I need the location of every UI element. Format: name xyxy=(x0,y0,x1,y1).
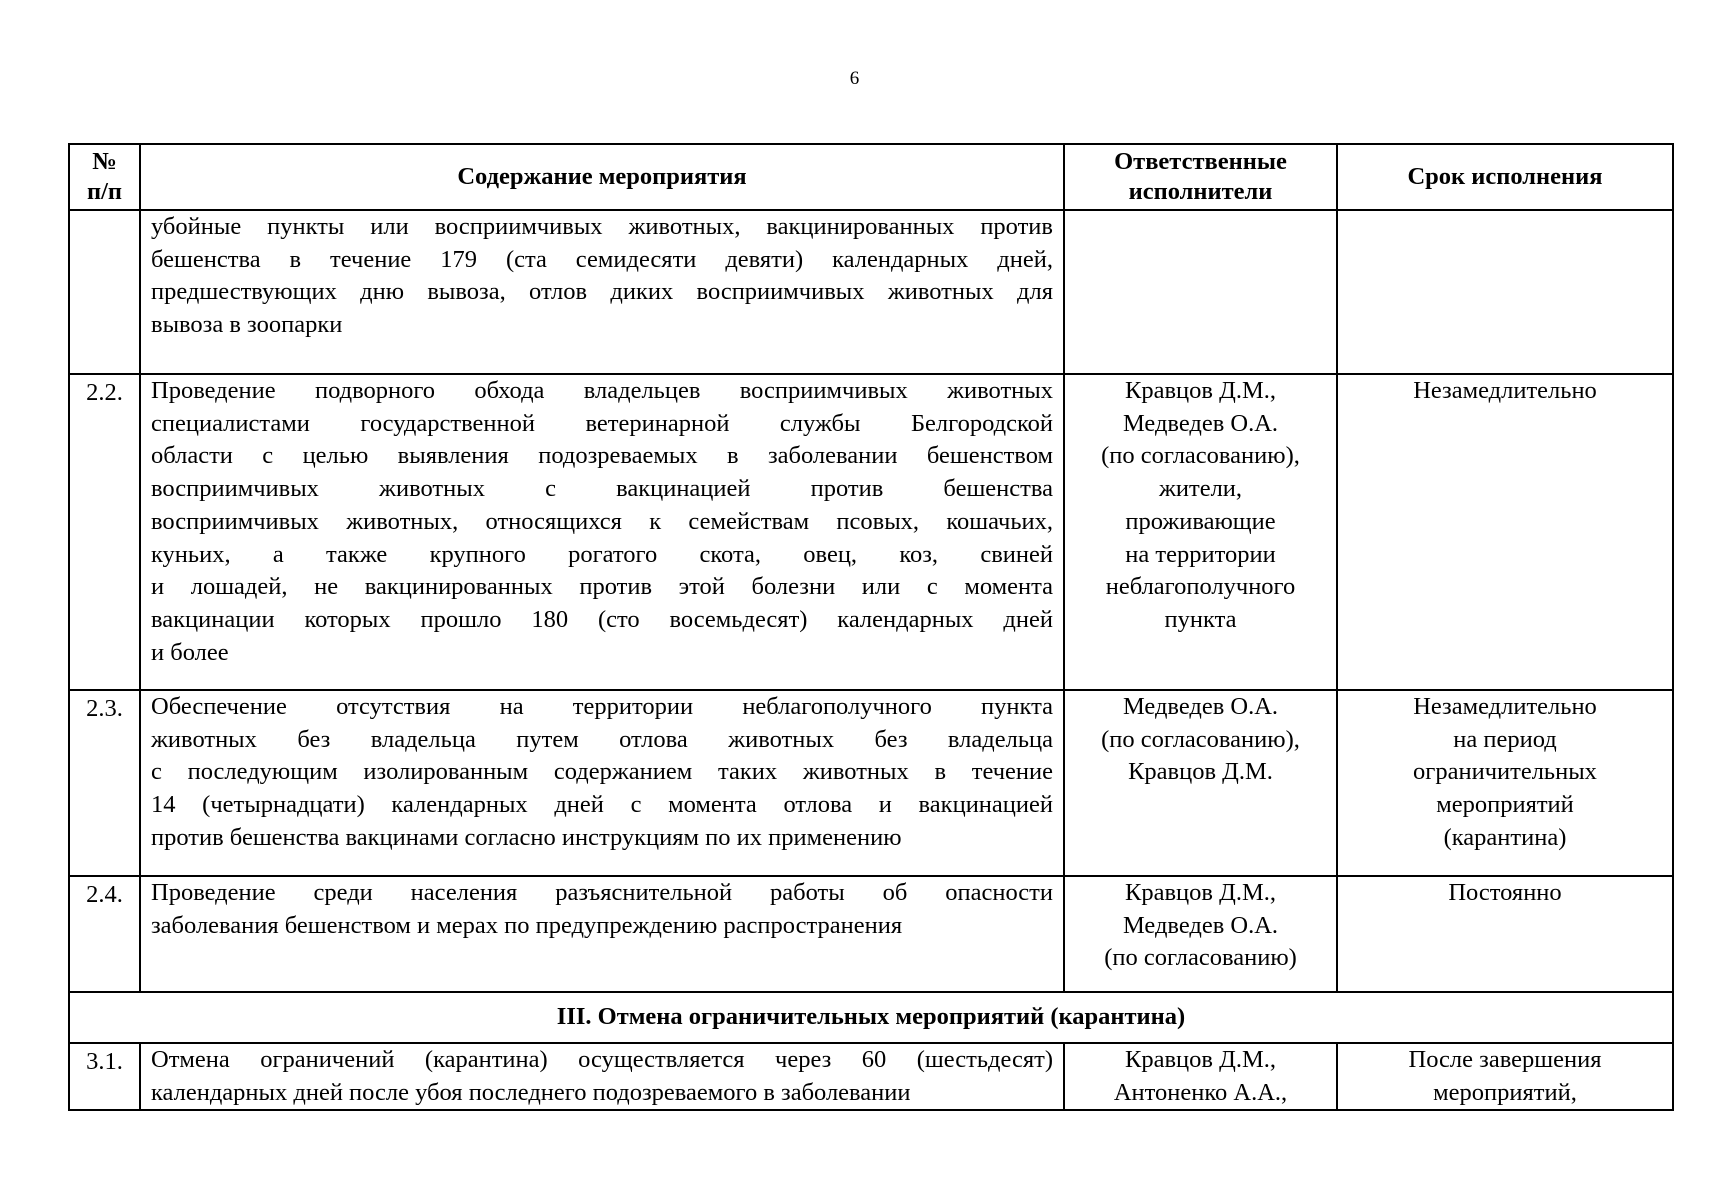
measures-table xyxy=(68,143,1674,1111)
row-content xyxy=(140,374,1064,690)
row-content xyxy=(140,1043,1064,1110)
header-num-line-2: п/п xyxy=(86,178,123,205)
row-responsible xyxy=(1064,876,1337,992)
responsible-line: Медведев О.А. xyxy=(1122,911,1279,939)
term-line: Незамедлительно xyxy=(1413,377,1597,404)
responsible-line: Антоненко А.А., xyxy=(1113,1078,1288,1106)
row-number xyxy=(69,210,140,374)
row-number: 2.2. xyxy=(69,374,140,690)
table-row xyxy=(69,210,1673,374)
responsible-line: пункта xyxy=(1164,605,1237,633)
row-responsible xyxy=(1064,374,1337,690)
header-content: Содержание мероприятия xyxy=(140,144,1064,210)
responsible-line: (по согласованию), xyxy=(1101,725,1300,753)
term-line: Незамедлительно xyxy=(1413,693,1597,720)
responsible-line: жители, xyxy=(1158,475,1243,503)
content-line: Проведение среди населения разъяснительной работы об опасности xyxy=(151,879,1053,906)
content-line: Обеспечение отсутствия на территории неблагополучного пункта xyxy=(151,693,1053,720)
term-line: на период xyxy=(1453,725,1557,753)
section-row xyxy=(69,992,1673,1043)
responsible-line: Медведев О.А. xyxy=(1122,409,1279,437)
responsible-line: Кравцов Д.М., xyxy=(1125,879,1276,906)
row-number: 2.4. xyxy=(69,876,140,992)
row-number: 3.1. xyxy=(69,1043,140,1110)
responsible-line: (по согласованию) xyxy=(1104,944,1297,972)
content-line: куньих, а также крупного рогатого скота, овец, коз, свиней xyxy=(151,540,1053,568)
header-responsible-line-2: исполнители xyxy=(1128,178,1273,205)
header-num-line-1: № xyxy=(92,148,117,175)
row-content xyxy=(140,210,1064,374)
term-line: ограничительных xyxy=(1413,758,1597,786)
content-line: заболевания бешенством и мерах по предупреждению распространения xyxy=(151,911,903,939)
content-line: животных без владельца путем отлова животных без владельца xyxy=(151,725,1053,753)
row-term xyxy=(1337,876,1673,992)
row-term xyxy=(1337,690,1673,876)
table-body xyxy=(69,210,1673,1110)
responsible-line: Кравцов Д.М., xyxy=(1125,1046,1276,1073)
content-line: области с целью выявления подозреваемых в заболевании бешенством xyxy=(151,442,1053,470)
content-line: восприимчивых животных, относящихся к семействам псовых, кошачьих, xyxy=(151,507,1053,535)
responsible-line: неблагополучного xyxy=(1105,573,1296,601)
term-line: После завершения xyxy=(1408,1046,1602,1073)
table-row xyxy=(69,690,1673,876)
content-line: и лошадей, не вакцинированных против этой болезни или с момента xyxy=(151,573,1053,601)
row-term xyxy=(1337,1043,1673,1110)
content-line: убойные пункты или восприимчивых животных, вакцинированных против xyxy=(151,213,1053,240)
row-number: 2.3. xyxy=(69,690,140,876)
table-row xyxy=(69,876,1673,992)
responsible-line: Медведев О.А. xyxy=(1122,693,1279,720)
table-row xyxy=(69,374,1673,690)
responsible-line: Кравцов Д.М., xyxy=(1125,377,1276,404)
content-line: вывоза в зоопарки xyxy=(151,311,343,339)
row-responsible xyxy=(1064,690,1337,876)
row-responsible xyxy=(1064,1043,1337,1110)
section-title: III. Отмена ограничительных мероприятий (карантина) xyxy=(69,992,1673,1043)
content-line: и более xyxy=(151,638,229,666)
content-line: восприимчивых животных с вакцинацией против бешенства xyxy=(151,475,1053,503)
table-row xyxy=(69,1043,1673,1110)
page-number: 6 xyxy=(849,68,860,89)
content-line: против бешенства вакцинами согласно инструкциям по их применению xyxy=(151,823,902,851)
content-line: предшествующих дню вывоза, отлов диких восприимчивых животных для xyxy=(151,278,1053,306)
content-line: Проведение подворного обхода владельцев восприимчивых животных xyxy=(151,377,1053,404)
header-responsible xyxy=(1064,144,1337,210)
content-line: специалистами государственной ветеринарной службы Белгородской xyxy=(151,409,1053,437)
term-line: мероприятий xyxy=(1436,791,1574,819)
header-responsible-line-1: Ответственные xyxy=(1114,148,1287,175)
responsible-line: Кравцов Д.М. xyxy=(1128,758,1273,786)
responsible-line: (по согласованию), xyxy=(1101,442,1300,470)
row-responsible xyxy=(1064,210,1337,374)
content-line: 14 (четырнадцати) календарных дней с момента отлова и вакцинацией xyxy=(151,791,1053,819)
term-line: (карантина) xyxy=(1443,823,1567,851)
row-content xyxy=(140,876,1064,992)
content-line: Отмена ограничений (карантина) осуществляется через 60 (шестьдесят) xyxy=(151,1046,1053,1073)
row-term xyxy=(1337,210,1673,374)
row-term xyxy=(1337,374,1673,690)
row-content xyxy=(140,690,1064,876)
header-num xyxy=(69,144,140,210)
content-line: с последующим изолированным содержанием таких животных в течение xyxy=(151,758,1053,786)
content-line: календарных дней после убоя последнего подозреваемого в заболевании xyxy=(151,1078,911,1106)
term-line: Постоянно xyxy=(1448,879,1562,906)
responsible-line: на территории xyxy=(1125,540,1276,568)
term-line: мероприятий, xyxy=(1433,1078,1577,1106)
header-term: Срок исполнения xyxy=(1337,144,1673,210)
responsible-line: проживающие xyxy=(1125,507,1276,535)
table-header-row xyxy=(69,144,1673,210)
content-line: бешенства в течение 179 (ста семидесяти девяти) календарных дней, xyxy=(151,245,1053,273)
content-line: вакцинации которых прошло 180 (сто восемьдесят) календарных дней xyxy=(151,605,1053,633)
